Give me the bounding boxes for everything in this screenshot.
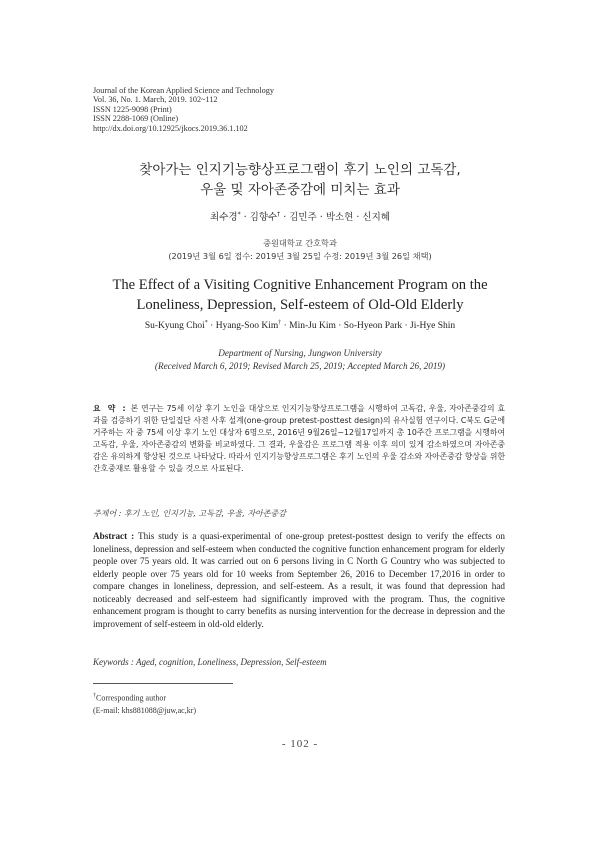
journal-issn-print: ISSN 1225-9098 (Print) — [93, 104, 172, 114]
journal-info — [93, 86, 274, 133]
english-author-2-mark: † — [278, 320, 282, 326]
korean-author-1-mark: * — [237, 210, 241, 218]
korean-author-separator: · — [240, 212, 250, 223]
english-author-2: Hyang-Soo Kim — [215, 321, 279, 332]
english-title-line-2: Loneliness, Depression, Self-esteem of Old-Old Elderly — [136, 296, 464, 313]
korean-author-1: 최수경 — [210, 212, 238, 223]
korean-title-line-2: 우울 및 자아존중감에 미치는 효과 — [200, 182, 400, 198]
journal-volume: Vol. 36, No. 1. March, 2019. 102~112 — [93, 95, 218, 105]
korean-dates: (2019년 3월 6일 접수: 2019년 3월 25일 수정: 2019년 3월 26일 채택) — [168, 251, 432, 261]
footnote-corresponding: Corresponding author — [96, 693, 166, 703]
footnote-mark: † — [93, 693, 96, 699]
korean-title-line-1: 찾아가는 인지기능향상프로그램이 후기 노인의 고독감, — [139, 162, 461, 178]
page-number: - 102 - — [281, 738, 319, 750]
footnote-divider — [93, 683, 233, 684]
journal-issn-online: ISSN 2288-1069 (Online) — [93, 114, 179, 124]
korean-abstract-text: 본 연구는 75세 이상 후기 노인을 대상으로 인지기능향상프로그램을 시행하여 고독감, 우울, 자아존중감의 효과를 검증하기 위한 단일집단 사전 사후 설계(one-group pretest-posttest design)의 유사실험 연구이다. C북도 G군에 거주하는 자 중 75세 이상 후기 노인 대상자 6명으로, 2016년 9월26일~12월17일까지 총 10주간 프로그램을 시행하여 고독감, 우울, 자아존중감의 변화를 비교하였다. 그 결과, 우울감은 프로그램 적용 이후 의미 있게 감소하였으며 자아존중감은 유의하게 향상된 것으로 나타났다. 따라서 인지기능향상프로그램은 후기 노인의 우울 감소와 자아존중감 향상을 위한 간호중재로 활용할 수 있을 것으로 사료된다. — [93, 404, 505, 473]
english-keywords: Keywords : Aged, cognition, Loneliness, Depression, Self-esteem — [93, 657, 327, 667]
korean-affiliation: 중원대학교 간호학과 — [263, 238, 337, 248]
english-author-1-mark: * — [204, 320, 208, 326]
journal-doi: http://dx.doi.org/10.12925/jkocs.2019.36.1.102 — [93, 123, 248, 133]
korean-authors — [0, 209, 600, 223]
footnote-email: (E-mail: khs881088@juw,ac,kr) — [93, 705, 197, 715]
footnote — [93, 690, 196, 717]
korean-author-2-mark: † — [277, 210, 281, 218]
english-authors-rest: · Min-Ju Kim · So-Hyeon Park · Ji-Hye Shin — [281, 321, 456, 332]
english-abstract-label: Abstract : — [93, 531, 135, 541]
english-title-line-1: The Effect of a Visiting Cognitive Enhancement Program on the — [112, 277, 488, 293]
korean-title — [0, 160, 600, 200]
korean-abstract-label: 요 약 : — [93, 404, 128, 413]
journal-name: Journal of the Korean Applied Science and Technology — [93, 86, 274, 95]
english-authors — [0, 320, 600, 331]
english-dates: (Received March 6, 2019; Revised March 25, 2019; Accepted March 26, 2019) — [154, 361, 446, 371]
korean-keywords: 주제어 : 후기 노인, 인지기능, 고독감, 우울, 자아존중감 — [93, 509, 286, 518]
korean-authors-rest: · 김민주 · 박소현 · 신지혜 — [280, 212, 390, 223]
english-author-separator: · — [207, 321, 216, 332]
english-title — [0, 276, 600, 315]
english-abstract — [93, 530, 505, 630]
korean-author-2: 김향수 — [249, 212, 278, 223]
english-author-1: Su-Kyung Choi — [144, 321, 205, 332]
english-affiliation: Department of Nursing, Jungwon University — [218, 348, 382, 358]
korean-abstract — [93, 403, 505, 475]
english-abstract-text: This study is a quasi-experimental of one-group pretest-posttest design to verify the effects on loneliness, depression and self-esteem when conducted the cognitive function enhancement program for elderly people over 75 years old. It was carried out on 6 persons living in C North G Country who was subjected to elderly people over 75 years old for 10 weeks from September 26, 2016 to December 17,2016 in order to compare changes in loneliness, depression, and self-esteem. As a result, it was found that depression had noticeably decreased and self-esteem had significantly improved with the program. Thus, the cognitive enhancement program is thought to carry benefits as nursing intervention for the decrease in depression and the improvement of self-esteem in old-old elderly. — [93, 531, 505, 629]
